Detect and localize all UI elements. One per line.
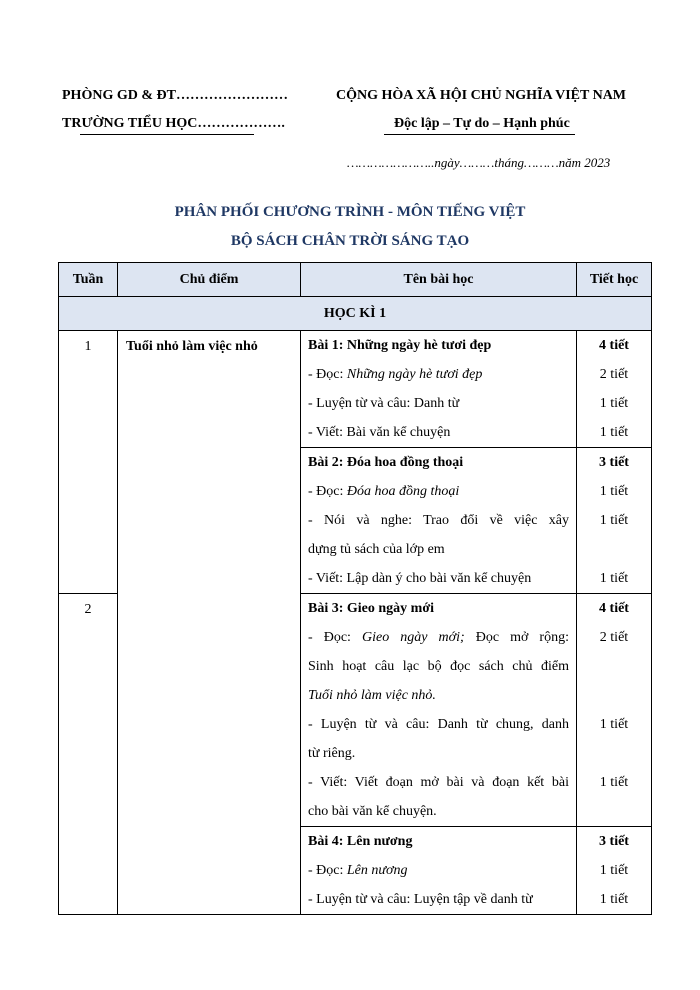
book-series-title: BỘ SÁCH CHÂN TRỜI SÁNG TẠO [230, 233, 470, 249]
table-row [59, 331, 652, 448]
lesson-item: - Viết: Bài văn kể chuyện [308, 425, 451, 440]
periods-cell: 4 tiết 2 tiết 1 tiết 1 tiết [577, 594, 652, 827]
theme-cell: Tuổi nhỏ làm việc nhỏ [118, 331, 301, 915]
lesson-periods: 3 tiết [599, 455, 629, 470]
lesson-item-continued: Sinh hoạt câu lạc bộ đọc sách chủ điểm [308, 659, 569, 674]
school-underline [80, 134, 254, 135]
document-title: PHÂN PHỐI CHƯƠNG TRÌNH - MÔN TIẾNG VIỆT [174, 204, 526, 220]
lesson-periods: 3 tiết [599, 834, 629, 849]
lesson-cell [301, 448, 577, 594]
lesson-cell [301, 331, 577, 448]
department-name: PHÒNG GD & ĐT…………………… [62, 88, 288, 103]
column-header-theme: Chủ điểm [118, 263, 301, 297]
lesson-item: - Viết: Lập dàn ý cho bài văn kể chuyện [308, 571, 532, 586]
lesson-item-continued: Tuổi nhỏ làm việc nhỏ. [308, 688, 436, 703]
week-cell: 1 [59, 331, 118, 594]
periods-cell: 4 tiết 2 tiết 1 tiết 1 tiết [577, 331, 652, 448]
column-header-week: Tuần [59, 263, 118, 297]
column-header-periods: Tiết học [577, 263, 652, 297]
lesson-cell [301, 827, 577, 915]
lesson-item: - Đọc: Đóa hoa đồng thoại [308, 484, 460, 499]
lesson-item: - Nói và nghe: Trao đổi về việc xây [308, 513, 569, 528]
periods-cell: 3 tiết 1 tiết 1 tiết [577, 827, 652, 915]
lesson-item-continued: cho bài văn kể chuyện. [308, 804, 437, 819]
column-header-lesson: Tên bài học [301, 263, 577, 297]
lesson-title: Bài 4: Lên nương [308, 834, 413, 849]
lesson-item: - Luyện từ và câu: Danh từ [308, 396, 460, 411]
lesson-item: - Đọc: Gieo ngày mới; Đọc mở rộng: [308, 630, 569, 645]
lesson-title: Bài 1: Những ngày hè tươi đẹp [308, 338, 492, 353]
school-name: TRƯỜNG TIỂU HỌC………………. [62, 116, 285, 131]
lesson-cell [301, 594, 577, 827]
lesson-title: Bài 3: Gieo ngày mới [308, 601, 434, 616]
lesson-periods: 4 tiết [599, 601, 629, 616]
lesson-item-continued: dựng tủ sách của lớp em [308, 542, 445, 557]
lesson-item: - Đọc: Lên nương [308, 863, 408, 878]
week-cell: 2 [59, 594, 118, 915]
lesson-item-continued: từ riêng. [308, 746, 356, 761]
semester-label: HỌC KÌ 1 [59, 297, 652, 331]
motto-underline [384, 134, 575, 135]
republic-name: CỘNG HÒA XÃ HỘI CHỦ NGHĨA VIỆT NAM [336, 88, 627, 103]
lesson-item: - Đọc: Những ngày hè tươi đẹp [308, 367, 483, 382]
lesson-title: Bài 2: Đóa hoa đồng thoại [308, 455, 464, 470]
date-line: …………………..ngày………tháng………năm 2023 [347, 155, 611, 170]
lesson-item: - Luyện từ và câu: Danh từ chung, danh [308, 717, 569, 732]
lesson-item: - Viết: Viết đoạn mở bài và đoạn kết bài [308, 775, 569, 790]
table-header-row [59, 263, 652, 297]
lesson-periods: 4 tiết [599, 338, 629, 353]
lesson-item: - Luyện từ và câu: Luyện tập về danh từ [308, 892, 533, 907]
semester-row [59, 297, 652, 331]
periods-cell: 3 tiết 1 tiết 1 tiết 1 tiết [577, 448, 652, 594]
curriculum-table [58, 262, 652, 915]
national-motto: Độc lập – Tự do – Hạnh phúc [394, 116, 570, 131]
